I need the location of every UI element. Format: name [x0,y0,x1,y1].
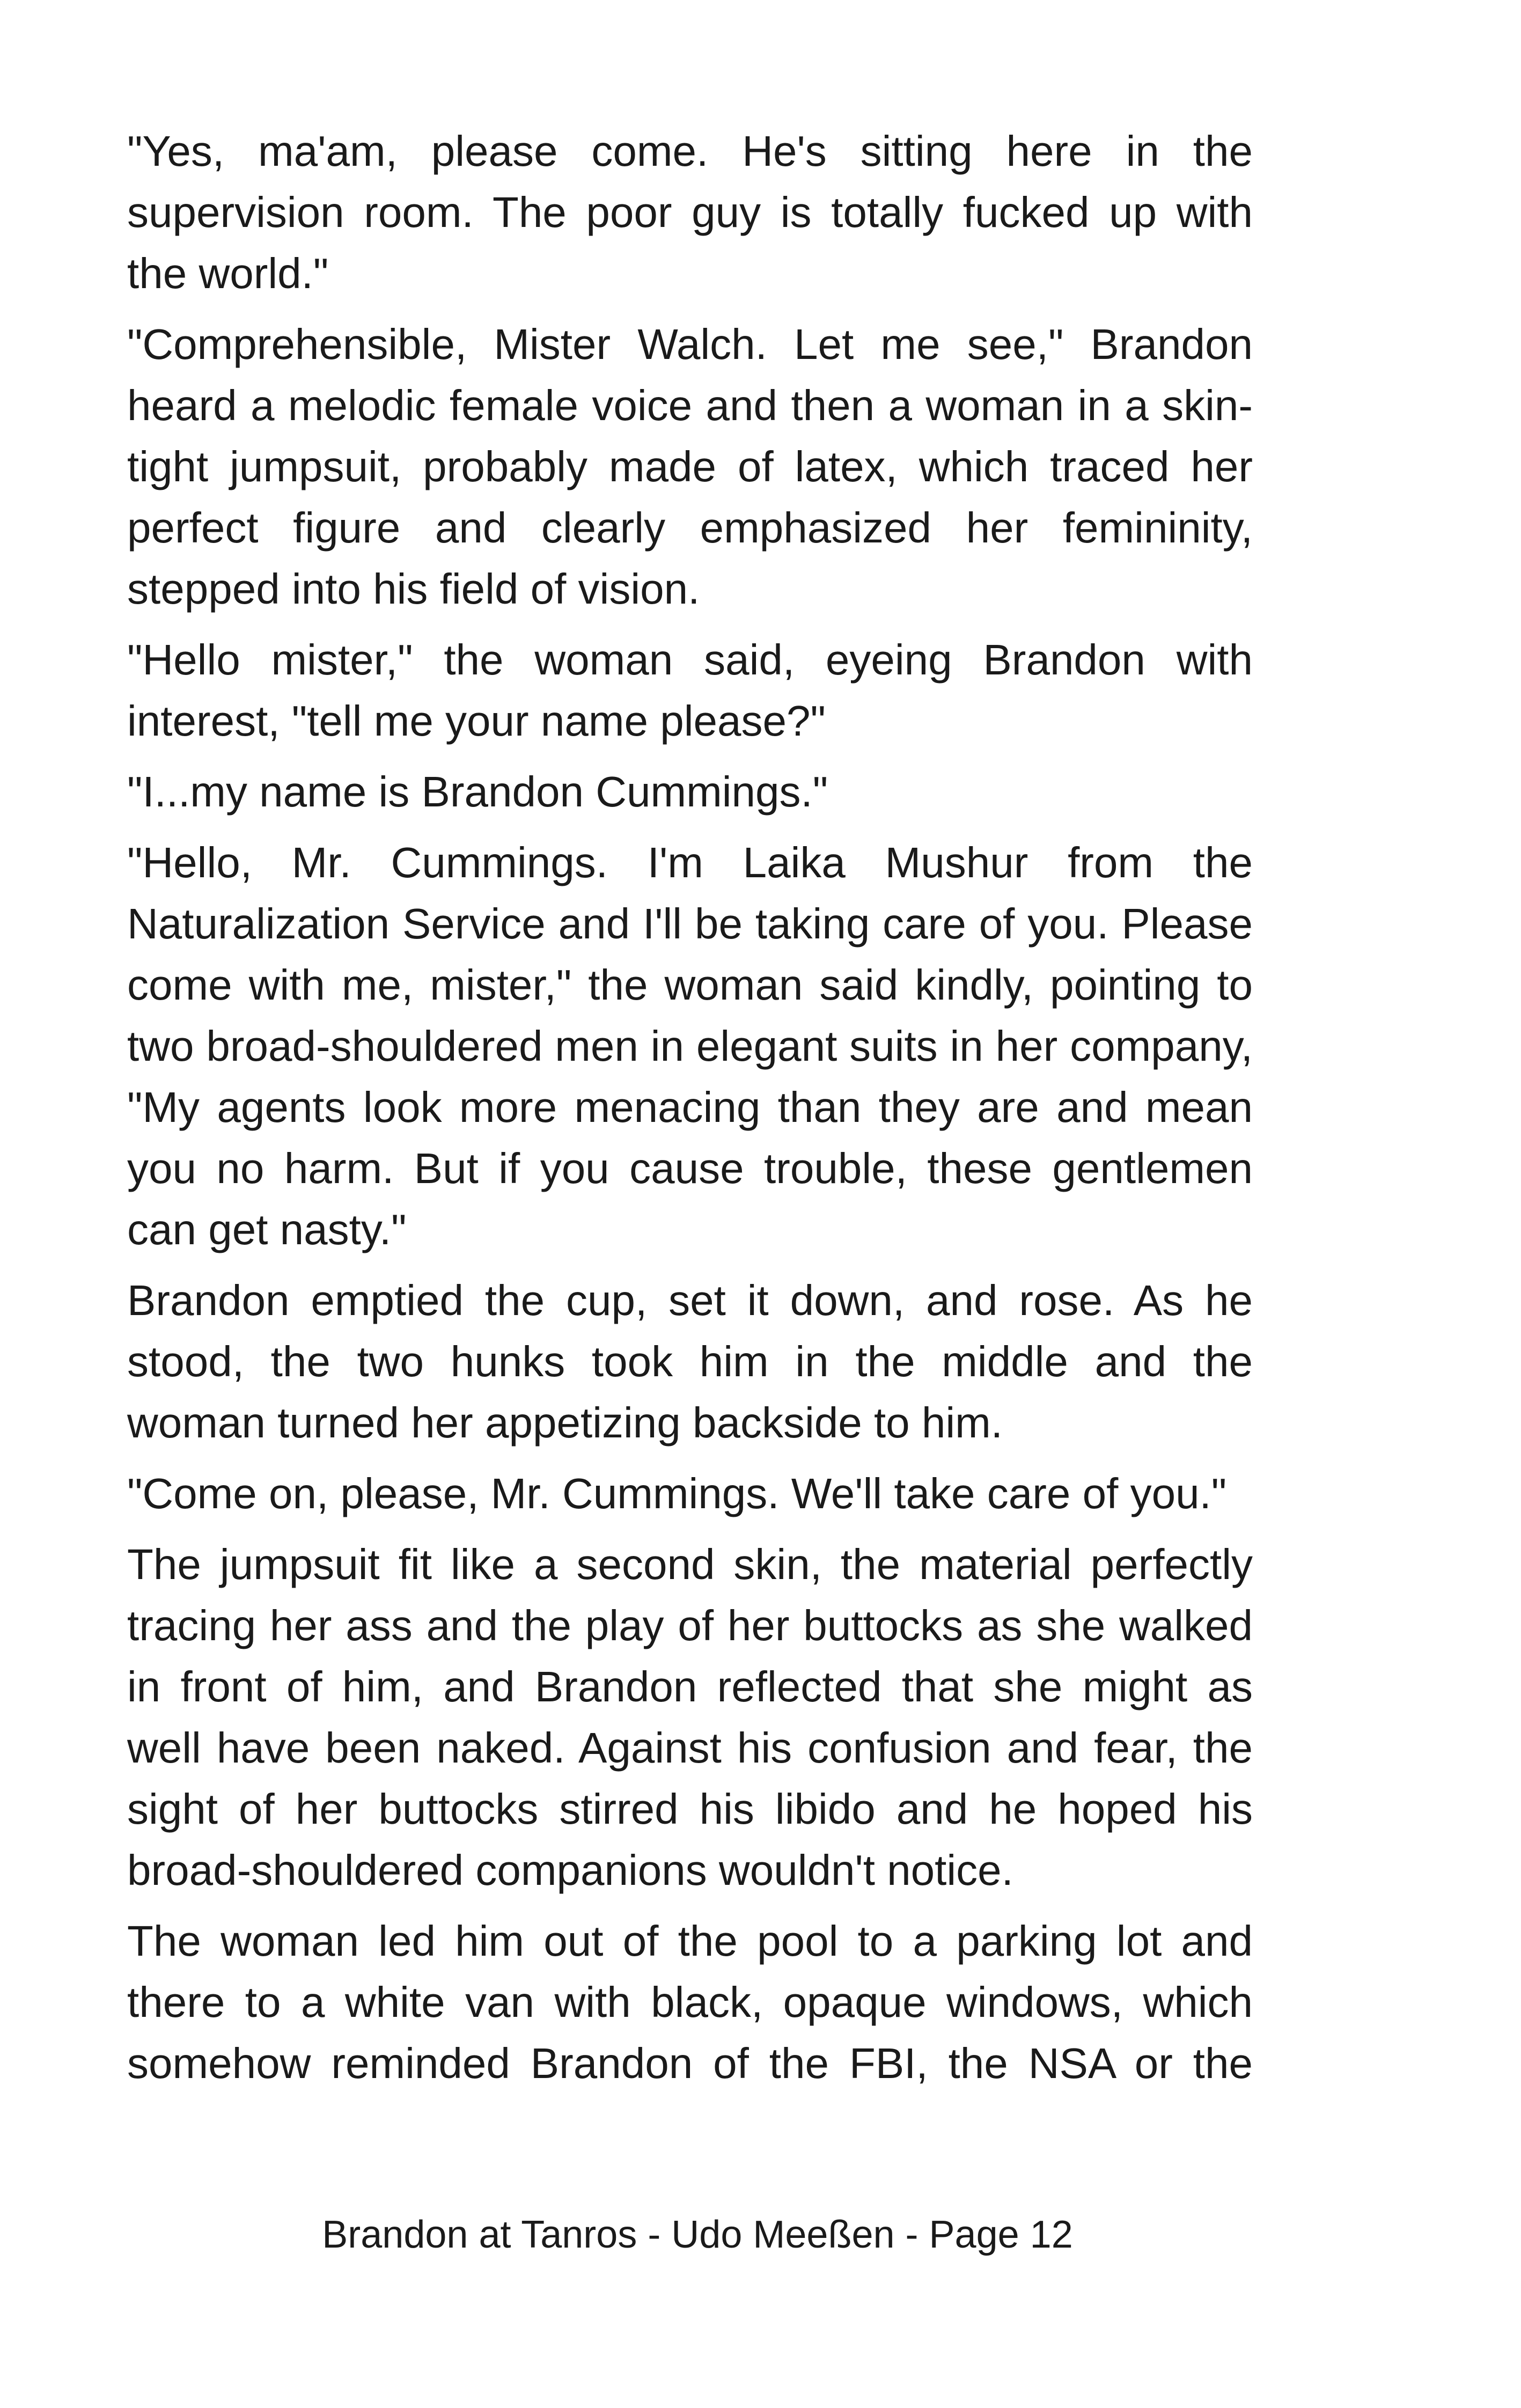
paragraph-6: Brandon emptied the cup, set it down, and rose. As he stood, the two hunks took him in the middle and the woman turned her appetizing backside to him. [127,1276,1253,1447]
page-footer: Brandon at Tanros - Udo Meeßen - Page 12 [322,2213,1073,2256]
paragraph-9: The woman led him out of the pool to a parking lot and there to a white van with black, opaque windows, which somehow reminded Brandon of the FBI, the NSA or the [127,1917,1253,2087]
paragraph-7: "Come on, please, Mr. Cummings. We'll take care of you." [127,1470,1227,1517]
paragraph-2: "Comprehensible, Mister Walch. Let me see," Brandon heard a melodic female voice and then a woman in a skin-tight jumpsuit, probably made of latex, which traced her perfect figure and clearly emphasized her femininity, stepped into his field of vision. [127,320,1253,613]
body-text [127,121,1253,2104]
paragraph-1: "Yes, ma'am, please come. He's sitting here in the supervision room. The poor guy is totally fucked up with the world." [127,127,1253,297]
paragraph-4: "I...my name is Brandon Cummings." [127,768,828,816]
paragraph-8: The jumpsuit fit like a second skin, the material perfectly tracing her ass and the play of her buttocks as she walked in front of him, and Brandon reflected that she might as well have been naked. Against his confusion and fear, the sight of her buttocks stirred his libido and he hoped his broad-shouldered companions wouldn't notice. [127,1540,1253,1894]
paragraph-5: "Hello, Mr. Cummings. I'm Laika Mushur from the Naturalization Service and I'll be taking care of you. Please come with me, mister," the woman said kindly, pointing to two broad-shouldered men in elegant suits in her company, "My agents look more menacing than they are and mean you no harm. But if you cause trouble, these gentlemen can get nasty." [127,839,1253,1253]
paragraph-3: "Hello mister," the woman said, eyeing Brandon with interest, "tell me your name please?" [127,636,1253,745]
